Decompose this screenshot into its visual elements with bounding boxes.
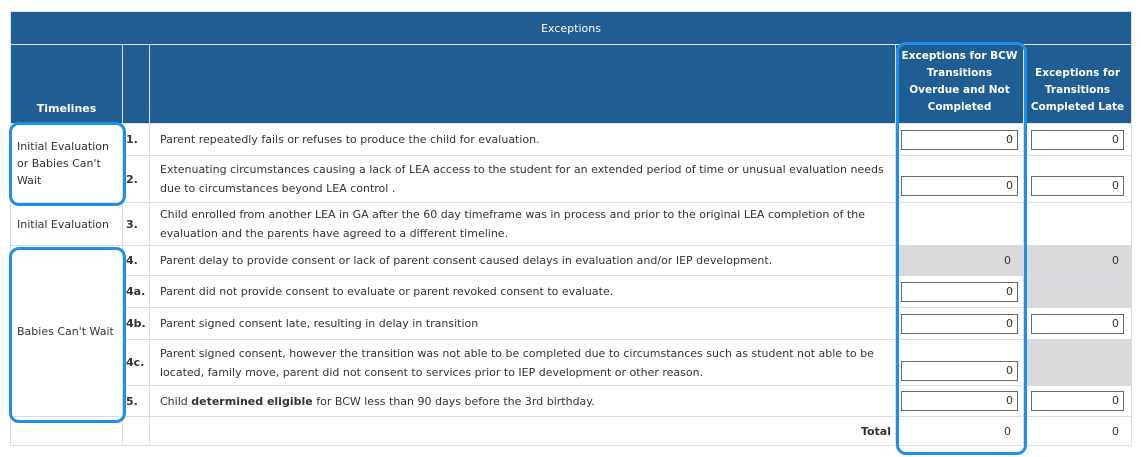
row-description: Parent delay to provide consent or lack of parent consent caused delays in evaluation and/or IEP development. (150, 246, 896, 276)
table-row (11, 308, 1132, 340)
bcw-overdue-input[interactable]: 0 (901, 130, 1018, 150)
completed-late-value: 0 (1024, 246, 1132, 276)
row-description: Child enrolled from another LEA in GA after the 60 day timeframe was in process and prior to the original LEA completion of the evaluation and the parents have agreed to a different timeline. (150, 203, 896, 246)
total-label: Total (150, 417, 896, 446)
row-text-bold: determined eligible (191, 394, 313, 408)
number-header (123, 45, 150, 124)
table-row (11, 246, 1132, 276)
row-description: Parent signed consent late, resulting in delay in transition (150, 308, 896, 340)
table-row (11, 340, 1132, 386)
row-text: for BCW less than 90 days before the 3rd birthday. (312, 394, 595, 408)
total-bcw-overdue: 0 (896, 417, 1024, 446)
row-number: 2. (123, 156, 150, 203)
bcw-overdue-input[interactable]: 0 (901, 361, 1018, 381)
description-header (150, 45, 896, 124)
timeline-initial-or-bcw: Initial Evaluation or Babies Can't Wait (11, 124, 123, 203)
timelines-header: Timelines (11, 45, 123, 124)
total-empty-cell (123, 417, 150, 446)
total-empty-cell (11, 417, 123, 446)
timeline-initial: Initial Evaluation (11, 203, 123, 246)
total-completed-late: 0 (1024, 417, 1132, 446)
table-row (11, 386, 1132, 417)
row-number: 4b. (123, 308, 150, 340)
row-number: 4a. (123, 276, 150, 308)
table-row (11, 124, 1132, 156)
table-row (11, 276, 1132, 308)
row-description (150, 386, 896, 417)
completed-late-input[interactable]: 0 (1031, 391, 1124, 411)
row-description: Parent repeatedly fails or refuses to produce the child for evaluation. (150, 124, 896, 156)
bcw-overdue-input[interactable]: 0 (901, 314, 1018, 334)
bcw-overdue-value: 0 (896, 246, 1024, 276)
bcw-overdue-header: Exceptions for BCW Transitions Overdue and Not Completed (896, 45, 1024, 124)
row-number: 3. (123, 203, 150, 246)
completed-late-input[interactable]: 0 (1031, 176, 1124, 196)
total-row (11, 417, 1132, 446)
timeline-bcw: Babies Can't Wait (11, 246, 123, 417)
table-row (11, 156, 1132, 203)
row-number: 4. (123, 246, 150, 276)
row-description: Parent signed consent, however the transition was not able to be completed due to circumstances such as student not able to be located, family move, parent did not consent to services prior to IEP development or other reason. (150, 340, 896, 386)
bcw-overdue-input[interactable]: 0 (901, 176, 1018, 196)
completed-late-empty-cell (1024, 203, 1132, 246)
completed-late-disabled-cell (1024, 276, 1132, 308)
row-description: Parent did not provide consent to evaluate or parent revoked consent to evaluate. (150, 276, 896, 308)
bcw-overdue-empty-cell (896, 203, 1024, 246)
exceptions-table (10, 11, 1132, 446)
table-row (11, 203, 1132, 246)
completed-late-input[interactable]: 0 (1031, 314, 1124, 334)
bcw-overdue-input[interactable]: 0 (901, 391, 1018, 411)
table-title: Exceptions (11, 12, 1132, 45)
table-title-row (11, 12, 1132, 45)
completed-late-disabled-cell (1024, 340, 1132, 386)
exceptions-panel (10, 11, 1131, 446)
row-description: Extenuating circumstances causing a lack of LEA access to the student for an extended period of time or unusual evaluation needs due to circumstances beyond LEA control . (150, 156, 896, 203)
row-number: 1. (123, 124, 150, 156)
completed-late-header: Exceptions for Transitions Completed Late (1024, 45, 1132, 124)
completed-late-input[interactable]: 0 (1031, 130, 1124, 150)
bcw-overdue-input[interactable]: 0 (901, 282, 1018, 302)
row-text: Child (160, 394, 192, 408)
column-header-row (11, 45, 1132, 124)
row-number: 4c. (123, 340, 150, 386)
row-number: 5. (123, 386, 150, 417)
